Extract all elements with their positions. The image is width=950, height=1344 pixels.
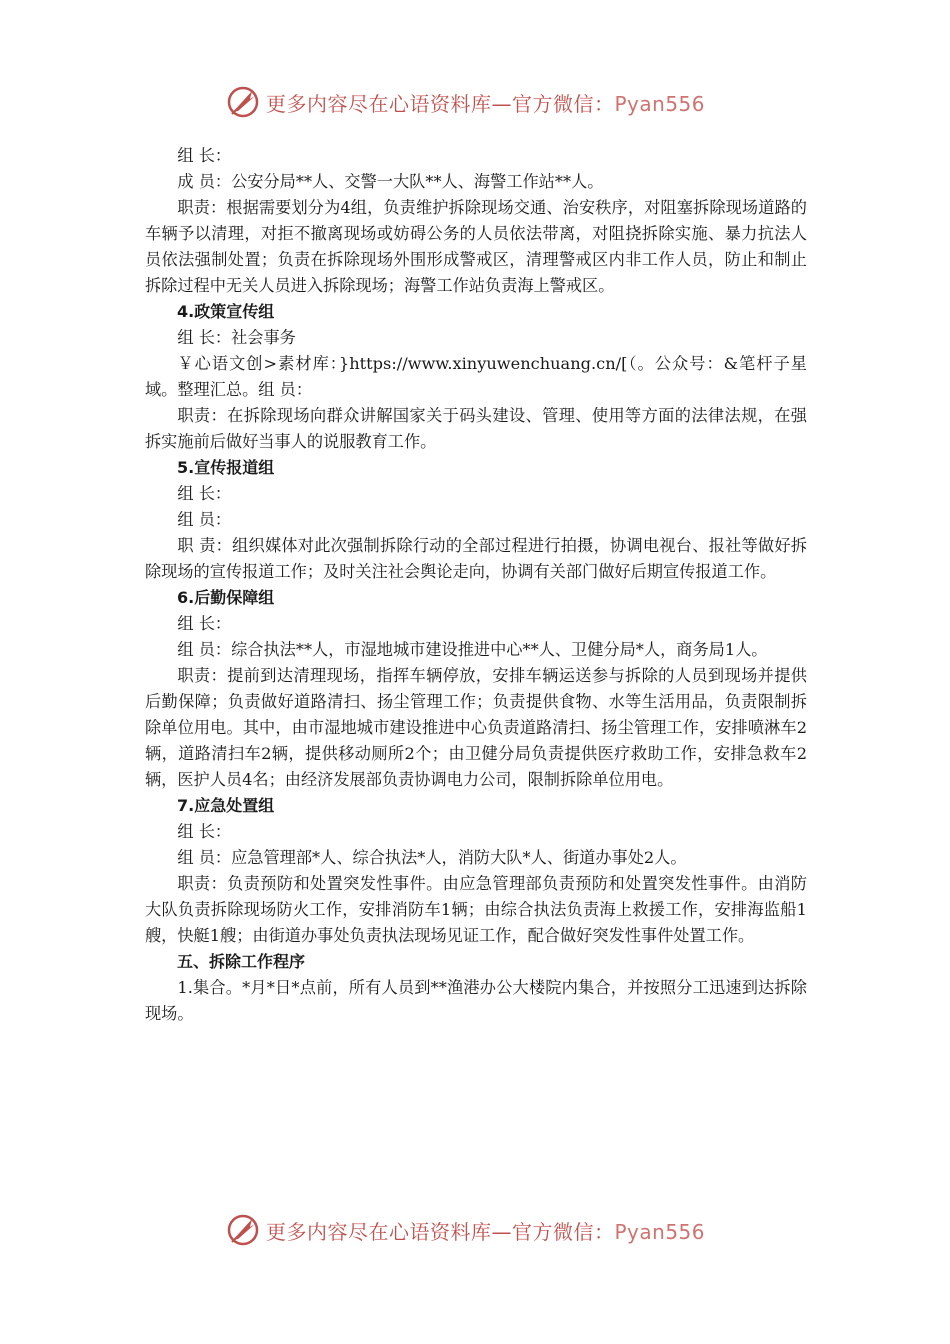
line-duties: 职 责：组织媒体对此次强制拆除行动的全部过程进行拍摄，协调电视台、报社等做好拆除现场的宣传报道工作；及时关注社会舆论走向，协调有关部门做好后期宣传报道工作。 — [145, 536, 807, 581]
header-watermark-banner — [226, 82, 746, 122]
document-body — [145, 143, 807, 1027]
section-heading: 6.后勤保障组 — [177, 588, 275, 607]
line-group-leader: 组 长： — [177, 146, 232, 165]
quill-logo-icon — [226, 85, 260, 119]
line-members: 成 员：公安分局**人、交警一大队**人、海警工作站**人。 — [177, 172, 604, 191]
line-group-leader: 组 长： — [177, 822, 232, 841]
footer-watermark-banner — [226, 1210, 746, 1250]
wechat-account: Pyan556 — [614, 91, 706, 116]
line-duties: 职责：负责预防和处置突发性事件。由应急管理部负责预防和处置突发性事件。由消防大队负责拆除现场防火工作，安排消防车1辆；由综合执法负责海上救援工作，安排海监船1艘，快艇1艘；由街道办事处负责执法现场见证工作，配合做好突发性事件处置工作。 — [145, 874, 807, 945]
line-duties: 职责：在拆除现场向群众讲解国家关于码头建设、管理、使用等方面的法律法规，在强拆实施前后做好当事人的说服教育工作。 — [145, 406, 807, 451]
line-duties: 职责：提前到达清理现场，指挥车辆停放，安排车辆运送参与拆除的人员到现场并提供后勤保障；负责做好道路清扫、扬尘管理工作；负责提供食物、水等生活用品，负责限制拆除单位用电。其中，由市湿地城市建设推进中心负责道路清扫、扬尘管理工作，安排喷淋车2辆，道路清扫车2辆，提供移动厕所2个；由卫健分局负责提供医疗救助工作，安排急救车2辆，医护人员4名；由经济发展部负责协调电力公司，限制拆除单位用电。 — [145, 666, 807, 789]
line-duties: 职责：根据需要划分为4组，负责维护拆除现场交通、治安秩序，对阻塞拆除现场道路的车辆予以清理，对拒不撤离现场或妨碍公务的人员依法带离，对阻挠拆除实施、暴力抗法人员依法强制处置；负责在拆除现场外围形成警戒区，清理警戒区内非工作人员，防止和制止拆除过程中无关人员进入拆除现场；海警工作站负责海上警戒区。 — [145, 198, 807, 295]
chapter-heading: 五、拆除工作程序 — [177, 952, 306, 971]
line-members: 组 员：综合执法**人，市湿地城市建设推进中心**人、卫健分局*人，商务局1人。 — [177, 640, 768, 659]
line-members: 组 员：应急管理部*人、综合执法*人，消防大队*人、街道办事处2人。 — [177, 848, 687, 867]
banner-text: 更多内容尽在心语资料库—官方微信：Pyan556 — [266, 1219, 706, 1244]
banner-text: 更多内容尽在心语资料库—官方微信：Pyan556 — [266, 91, 706, 116]
line-procedure-step: 1.集合。*月*日*点前，所有人员到**渔港办公大楼院内集合，并按照分工迅速到达拆除现场。 — [145, 978, 807, 1023]
line-group-leader: 组 长： — [177, 614, 232, 633]
line-members: 组 员： — [177, 510, 232, 529]
section-heading: 4.政策宣传组 — [177, 302, 275, 321]
section-heading: 5.宣传报道组 — [177, 458, 275, 477]
wechat-account: Pyan556 — [614, 1219, 706, 1244]
line-group-leader: 组 长：社会事务 — [177, 328, 296, 347]
section-heading: 7.应急处置组 — [177, 796, 275, 815]
line-source-note: ￥心语文创>素材库：}https://www.xinyuwenchuang.cn/[（。公众号：&笔杆子星域。整理汇总。组 员： — [145, 354, 807, 399]
line-group-leader: 组 长： — [177, 484, 232, 503]
quill-logo-icon — [226, 1213, 260, 1247]
